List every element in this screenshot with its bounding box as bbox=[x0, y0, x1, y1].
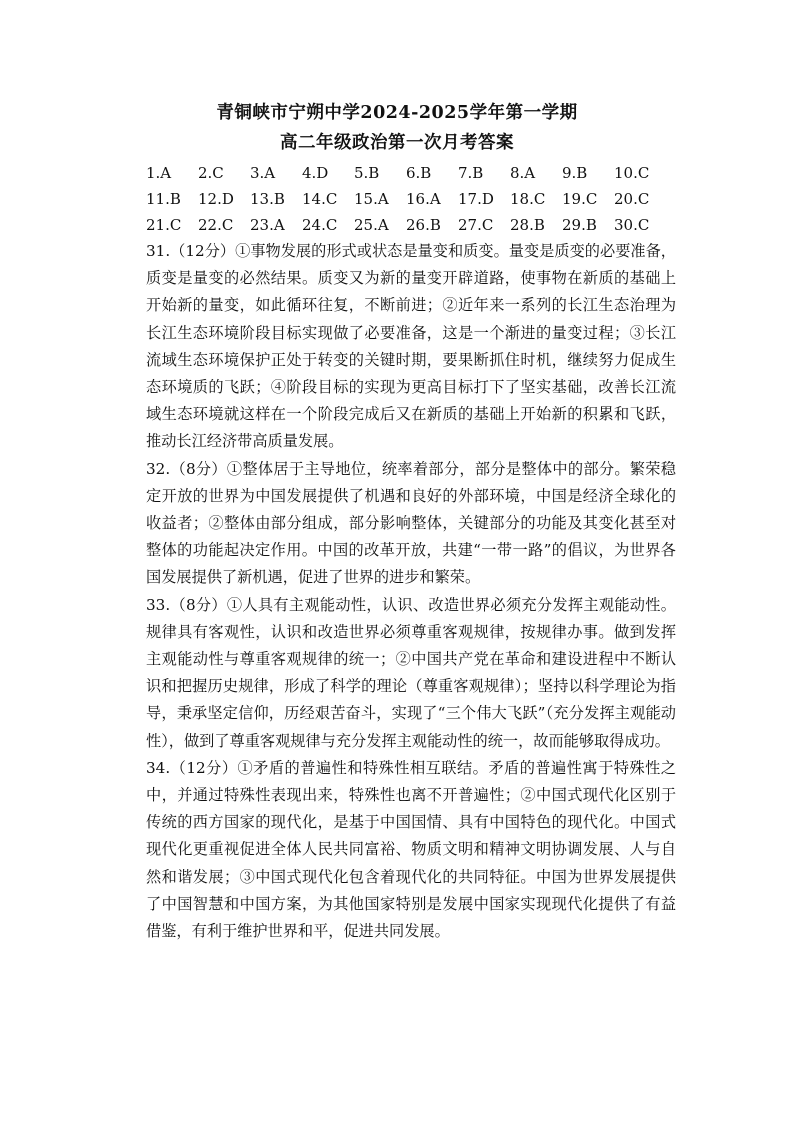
mc-answer: 4.D bbox=[302, 164, 329, 182]
page-title-exam: 高二年级政治第一次月考答案 bbox=[280, 133, 514, 153]
answer-34: 34.（12分）①矛盾的普遍性和特殊性相互联结。矛盾的普遍性寓于特殊性之中，并通过特殊性表现出来，特殊性也离不开普遍性；②中国式现代化区别于传统的西方国家的现代化，是基于中国国情、具有中国特色的现代化。中国式现代化更重视促进全体人民共同富裕、物质文明和精神文明协调发展、人与自然和谐发展；③中国式现代化包含着现代化的共同特征。中国为世界发展提供了中国智慧和中国方案，为其他国家特别是发展中国家实现现代化提供了有益借鉴，有利于维护世界和平，促进共同发展。 bbox=[146, 758, 676, 941]
mc-answer: 20.C bbox=[614, 190, 650, 208]
mc-answer: 21.C bbox=[146, 216, 182, 234]
mc-answer: 6.B bbox=[406, 164, 432, 182]
mc-answer: 19.C bbox=[562, 190, 598, 208]
mc-answer: 30.C bbox=[614, 216, 650, 234]
mc-answer: 15.A bbox=[354, 190, 389, 208]
mc-answer: 12.D bbox=[198, 190, 234, 208]
mc-answer: 27.C bbox=[458, 216, 494, 234]
essay-answers bbox=[146, 238, 676, 945]
mc-answer: 25.A bbox=[354, 216, 389, 234]
mc-answer: 7.B bbox=[458, 164, 484, 182]
mc-answer: 24.C bbox=[302, 216, 338, 234]
mc-answer: 2.C bbox=[198, 164, 224, 182]
answer-31: 31.（12分）①事物发展的形式或状态是量变和质变。量变是质变的必要准备，质变是量变的必然结果。质变又为新的量变开辟道路，使事物在新质的基础上开始新的量变，如此循环往复，不断前进；②近年来一系列的长江生态治理为长江生态环境阶段目标实现做了必要准备，这是一个渐进的量变过程；③长江流域生态环境保护正处于转变的关键时期，要果断抓住时机，继续努力促成生态环境质的飞跃；④阶段目标的实现为更高目标打下了坚实基础，改善长江流域生态环境就这样在一个阶段完成后又在新质的基础上开始新的积累和飞跃，推动长江经济带高质量发展。 bbox=[146, 242, 676, 451]
mc-answer: 17.D bbox=[458, 190, 494, 208]
answer-32: 32.（8分）①整体居于主导地位，统率着部分，部分是整体中的部分。繁荣稳定开放的世界为中国发展提供了机遇和良好的外部环境，中国是经济全球化的收益者；②整体由部分组成，部分影响整体，关键部分的功能及其变化甚至对整体的功能起决定作用。中国的改革开放，共建“一带一路”的倡议，为世界各国发展提供了新机遇，促进了世界的进步和繁荣。 bbox=[146, 459, 676, 587]
mc-answer-row-2 bbox=[146, 186, 666, 212]
mc-answer: 23.A bbox=[250, 216, 285, 234]
mc-answer: 9.B bbox=[562, 164, 588, 182]
mc-answer: 16.A bbox=[406, 190, 441, 208]
mc-answer: 14.C bbox=[302, 190, 338, 208]
answer-33: 33.（8分）①人具有主观能动性，认识、改造世界必须充分发挥主观能动性。规律具有客观性，认识和改造世界必须尊重客观规律，按规律办事。做到发挥主观能动性与尊重客观规律的统一；②中国共产党在革命和建设进程中不断认识和把握历史规律，形成了科学的理论（尊重客观规律）；坚持以科学理论为指导，秉承坚定信仰，历经艰苦奋斗，实现了“三个伟大飞跃”（充分发挥主观能动性），做到了尊重客观规律与充分发挥主观能动性的统一，故而能够取得成功。 bbox=[146, 595, 676, 750]
mc-answer-row-1 bbox=[146, 160, 666, 186]
mc-answer: 8.A bbox=[510, 164, 536, 182]
mc-answer: 22.C bbox=[198, 216, 234, 234]
mc-answer: 29.B bbox=[562, 216, 597, 234]
page-title-school-term: 青铜峡市宁朔中学2024-2025学年第一学期 bbox=[216, 103, 578, 123]
mc-answer: 18.C bbox=[510, 190, 546, 208]
mc-answer: 28.B bbox=[510, 216, 545, 234]
mc-answer: 11.B bbox=[146, 190, 181, 208]
mc-answer-row-3 bbox=[146, 212, 666, 238]
mc-answer: 1.A bbox=[146, 164, 172, 182]
mc-answer: 3.A bbox=[250, 164, 276, 182]
mc-answer: 26.B bbox=[406, 216, 441, 234]
mc-answer: 5.B bbox=[354, 164, 380, 182]
mc-answer: 13.B bbox=[250, 190, 285, 208]
mc-answer: 10.C bbox=[614, 164, 650, 182]
